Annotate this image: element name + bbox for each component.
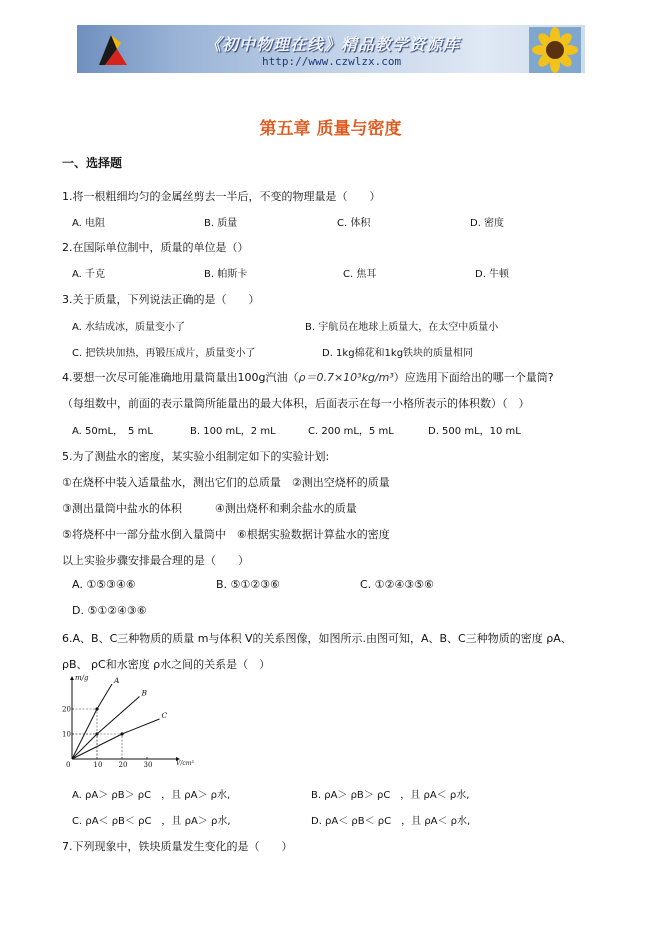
q3-option-b: B. 宇航员在地球上质量大，在太空中质量小 — [305, 322, 499, 333]
data-point — [95, 707, 98, 710]
q4-stem-start: 4.要想一次尽可能准确地用量筒量出100g汽油（ — [62, 371, 299, 384]
q4-stem-end: ）应选用下面给出的哪一个量筒? — [393, 371, 554, 384]
q2-option-a: A. 千克 — [72, 269, 106, 280]
banner-url: http://www.czwlzx.com — [262, 55, 402, 68]
x-axis-label: V/cm³ — [176, 760, 194, 767]
q5-option-c: C. ①②④③⑤⑥ — [360, 578, 434, 591]
q3-option-d: D. 1kg棉花和1kg铁块的质量相同 — [322, 348, 474, 359]
q1-option-b: B. 质量 — [204, 218, 238, 229]
q1-option-a: A. 电阻 — [72, 218, 106, 229]
x-tick-label: 30 — [143, 761, 153, 769]
q3-option-c: C. 把铁块加热，再锻压成片，质量变小了 — [72, 348, 256, 359]
q1-option-c: C. 体积 — [337, 218, 371, 229]
x-tick-label: 20 — [118, 761, 128, 769]
q5-step-line-1: ①在烧杯中装入适量盐水，测出它们的总质量 ②测出空烧杯的质量 — [62, 476, 390, 489]
page-title: 第五章 质量与密度 — [259, 119, 402, 139]
q6-option-b: B. ρA＞ ρB＞ ρC ，且 ρA＜ ρ水, — [311, 790, 470, 801]
q6-option-c: C. ρA＜ ρB＜ ρC ，且 ρA＞ ρ水, — [72, 816, 231, 827]
question-2-stem: 2.在国际单位制中，质量的单位是（） — [62, 241, 249, 254]
banner-title: 《初中物理在线》精品教学资源库 — [205, 35, 461, 54]
question-7-stem: 7.下列现象中，铁块质量发生变化的是（ ） — [62, 840, 293, 853]
header-banner — [77, 25, 585, 73]
q4-option-d: D. 500 mL，10 mL — [428, 426, 521, 437]
series-line-b — [72, 697, 140, 760]
q3-option-a: A. 水结成冰，质量变小了 — [72, 322, 186, 333]
q1-option-d: D. 密度 — [470, 218, 505, 229]
q2-option-d: D. 牛顿 — [475, 269, 510, 280]
q5-option-d: D. ⑤①②④③⑥ — [72, 604, 147, 617]
q4-density-formula: ρ＝0.7×10³kg/m³ — [298, 371, 394, 384]
question-6-stem-line-1: 6.A、B、C三种物质的质量 m与体积 V的关系图像，如图所示.由图可知，A、B、C三种物质的密度 ρA、 — [62, 632, 572, 645]
q5-option-b: B. ⑤①②③⑥ — [216, 578, 280, 591]
series-line-c — [72, 719, 160, 759]
q5-option-a: A. ①⑤③④⑥ — [72, 578, 136, 591]
series-label-c: C — [161, 711, 168, 720]
data-point — [120, 732, 123, 735]
q2-option-b: B. 帕斯卡 — [204, 269, 248, 280]
q6-option-a: A. ρA＞ ρB＞ ρC ，且 ρA＞ ρ水, — [72, 790, 231, 801]
question-5-stem: 5.为了测盐水的密度，某实验小组制定如下的实验计划: — [62, 450, 330, 463]
origin-label: 0 — [66, 761, 71, 769]
q2-option-c: C. 焦耳 — [343, 269, 377, 280]
q5-question: 以上实验步骤安排最合理的是（ ） — [62, 554, 249, 567]
site-logo-icon — [91, 31, 131, 69]
q4-option-b: B. 100 mL，2 mL — [190, 426, 276, 437]
question-4-stem — [62, 369, 554, 385]
question-4-note: （每组数中，前面的表示量筒所能量出的最大体积，后面表示在每一小格所表示的体积数）（ ） — [62, 397, 530, 410]
y-tick-label: 10 — [62, 730, 71, 739]
question-1-stem: 1.将一根粗细均匀的金属丝剪去一半后，不变的物理量是（ ） — [62, 190, 381, 203]
series-label-a: A — [114, 676, 120, 685]
y-axis-label: m/g — [75, 674, 89, 682]
mass-volume-chart — [58, 674, 208, 775]
series-line-a — [72, 684, 112, 759]
series-label-b: B — [141, 688, 148, 698]
q4-option-c: C. 200 mL，5 mL — [308, 426, 394, 437]
sunflower-icon — [529, 27, 581, 73]
q5-step-line-3: ⑤将烧杯中一部分盐水倒入量筒中 ⑥根据实验数据计算盐水的密度 — [62, 528, 390, 541]
question-6-stem-line-2: ρB、 ρC和水密度 ρ水之间的关系是（ ） — [62, 658, 271, 671]
section-heading: 一、选择题 — [62, 156, 123, 170]
q4-option-a: A. 50mL， 5 mL — [72, 426, 153, 437]
q6-option-d: D. ρA＜ ρB＜ ρC ，且 ρA＜ ρ水, — [311, 816, 471, 827]
y-tick-label: 20 — [62, 705, 71, 714]
q5-step-line-2: ③测出量筒中盐水的体积 ④测出烧杯和剩余盐水的质量 — [62, 502, 357, 515]
question-3-stem: 3.关于质量，下列说法正确的是（ ） — [62, 293, 260, 306]
y-axis-arrow — [70, 676, 74, 680]
x-tick-label: 10 — [93, 761, 103, 769]
